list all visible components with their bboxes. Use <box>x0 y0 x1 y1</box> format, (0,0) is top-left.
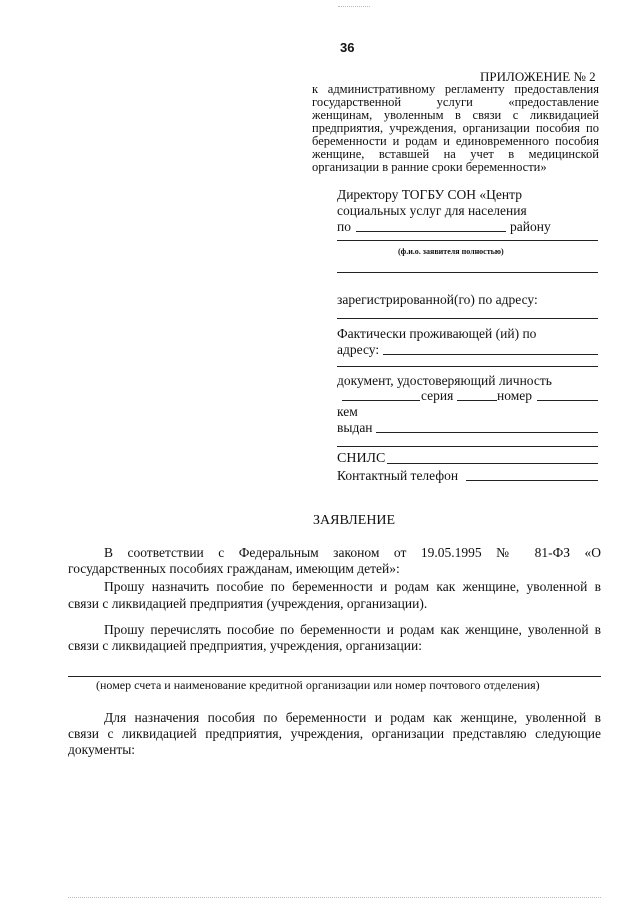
series-label: серия <box>421 388 454 403</box>
issued-by-field-2[interactable] <box>337 446 598 447</box>
applicant-fio-field[interactable] <box>337 240 598 241</box>
appendix-line: государственной услуги «предоставление <box>312 95 599 109</box>
district-suffix: району <box>510 219 551 234</box>
number-label: номер <box>497 388 533 403</box>
paragraph-request-benefit-cont: связи с ликвидацией предприятия (учреждения, организации). <box>68 596 428 611</box>
addressee-line-2: социальных услуг для населения <box>337 203 527 218</box>
paragraph-documents: Для назначения пособия по беременности и родам как женщине, уволенной в <box>104 710 601 725</box>
actual-address-field[interactable] <box>383 354 598 355</box>
paragraph-request-transfer: Прошу перечислять пособие по беременности и родам как женщине, уволенной в <box>104 622 601 637</box>
phone-label: Контактный телефон <box>337 468 459 483</box>
appendix-title: ПРИЛОЖЕНИЕ № 2 <box>480 69 596 84</box>
paragraph-documents-end: документы: <box>68 742 136 757</box>
paragraph-request-transfer-cont: связи с ликвидацией предприятия, учреждения, организации: <box>68 638 422 653</box>
identity-document-label: документ, удостоверяющий личность <box>337 373 552 388</box>
appendix-line: к административному регламенту предоставления <box>312 82 599 96</box>
applicant-fio-field-2[interactable] <box>337 272 598 273</box>
snils-label: СНИЛС <box>337 451 386 466</box>
issued-by-field[interactable] <box>376 432 598 433</box>
actual-address-label-2: адресу: <box>337 342 380 357</box>
district-field[interactable] <box>356 231 506 232</box>
document-type-field[interactable] <box>342 400 420 401</box>
issued-by-label-1: кем <box>337 404 358 419</box>
scan-artifact-bottom <box>68 897 601 898</box>
page-number: 36 <box>340 40 355 55</box>
paragraph-documents-cont: связи с ликвидацией предприятия, учреждения, организации представляю следующие <box>68 726 601 741</box>
number-field[interactable] <box>537 400 598 401</box>
district-prefix: по <box>337 219 351 234</box>
issued-by-label-2: выдан <box>337 420 373 435</box>
phone-field[interactable] <box>466 480 598 481</box>
actual-address-field-2[interactable] <box>337 366 598 367</box>
appendix-line: женщине, вставшей на учет в медицинской <box>312 147 599 161</box>
appendix-line: беременности и родам и единовременного пособия <box>312 134 599 148</box>
paragraph-law-cont: государственных пособиях гражданам, имеющим детей»: <box>68 561 400 576</box>
registered-address-label: зарегистрированной(го) по адресу: <box>337 292 538 307</box>
scan-artifact-top <box>338 6 370 7</box>
appendix-line: женщинам, уволенным в связи с ликвидацией <box>312 108 599 122</box>
account-caption: (номер счета и наименование кредитной организации или номер почтового отделения) <box>96 678 540 692</box>
actual-address-label-1: Фактически проживающей (ий) по <box>337 326 537 341</box>
appendix-line: организации в ранние сроки беременности» <box>312 160 547 174</box>
statement-title: ЗАЯВЛЕНИЕ <box>313 513 396 528</box>
paragraph-law: В соответствии с Федеральным законом от 19.05.1995 № 81-ФЗ «О <box>104 545 601 560</box>
registered-address-field[interactable] <box>337 318 598 319</box>
snils-field[interactable] <box>387 463 598 464</box>
addressee-line-1: Директору ТОГБУ СОН «Центр <box>337 187 522 202</box>
paragraph-request-benefit: Прошу назначить пособие по беременности и родам как женщине, уволенной в <box>104 579 601 594</box>
series-field[interactable] <box>457 400 497 401</box>
fio-caption: (ф.и.о. заявителя полностью) <box>398 247 504 256</box>
appendix-line: предприятия, учреждения, организации пособия по <box>312 121 599 135</box>
account-field[interactable] <box>68 676 601 677</box>
